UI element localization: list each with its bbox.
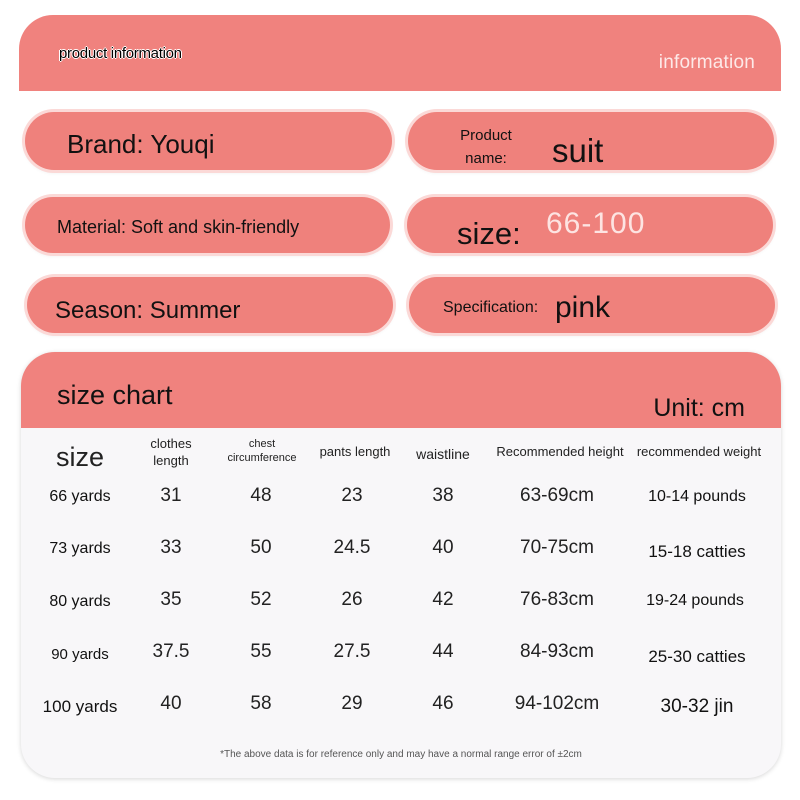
row-73-height: 70-75cm [520, 537, 594, 558]
product-name-label-line2: name: [465, 150, 507, 167]
specification-label: Specification: [443, 299, 539, 316]
column-header-line: circumference [227, 452, 297, 465]
disclaimer-note: *The above data is for reference only and may have a normal range error of ±2cm [220, 749, 582, 760]
row-66-weight: 10-14 pounds [648, 488, 746, 505]
column-header-size-text: size [55, 442, 104, 472]
row-66-size: 66 yards [49, 488, 111, 505]
row-73-size: 73 yards [49, 540, 111, 557]
material-text: Material: Soft and skin-friendly [57, 217, 300, 237]
row-100-chest: 58 [250, 693, 272, 714]
row-90-size: 90 yards [51, 646, 109, 663]
row-73-weight: 15-18 catties [648, 542, 746, 561]
row-90-weight: 25-30 catties [648, 647, 746, 666]
brand-pill [25, 112, 392, 170]
row-100-size: 100 yards [42, 697, 118, 716]
row-66-waistline: 38 [432, 485, 454, 506]
column-header-recommended-height [490, 444, 630, 461]
column-header-line: pants length [319, 444, 391, 459]
row-100-waistline: 46 [432, 693, 454, 714]
product-name-pill [408, 112, 774, 170]
row-100-pants-length: 29 [341, 693, 363, 714]
row-80-clothes-length: 35 [160, 589, 182, 610]
row-66-clothes-length: 31 [160, 485, 182, 506]
size-chart-header [21, 352, 781, 428]
row-66-chest: 48 [250, 485, 272, 506]
row-90-chest: 55 [250, 641, 272, 662]
size-value: 66-100 [546, 207, 646, 240]
column-header-waistline [393, 445, 493, 463]
column-header-recommended-weight [627, 444, 771, 461]
column-header-line: chest [248, 438, 276, 450]
column-header-line: recommended weight [636, 444, 762, 459]
row-73-chest: 50 [250, 537, 272, 558]
row-80-weight: 19-24 pounds [646, 592, 744, 609]
product-name-label-line1: Product [460, 127, 512, 144]
row-80-height: 76-83cm [520, 589, 594, 610]
row-73-pants-length: 24.5 [333, 537, 371, 558]
row-66-pants-length: 23 [341, 485, 363, 506]
row-100-height: 94-102cm [514, 693, 600, 714]
row-80-waistline: 42 [432, 589, 454, 610]
brand-text: Brand: Youqi [67, 129, 215, 159]
size-chart-card [21, 352, 781, 778]
specification-pill [409, 277, 775, 333]
row-80-pants-length: 26 [341, 589, 363, 610]
product-name-value: suit [552, 132, 604, 169]
material-pill [25, 197, 390, 253]
column-header-line: Recommended height [496, 444, 624, 459]
season-pill [27, 277, 393, 333]
unit-label: Unit: cm [653, 394, 745, 422]
column-header-line: length [153, 452, 189, 468]
row-90-height: 84-93cm [520, 641, 594, 662]
row-90-clothes-length: 37.5 [152, 641, 190, 662]
row-80-size: 80 yards [49, 593, 111, 610]
size-label: size: [457, 216, 521, 251]
column-header-clothes-length [121, 436, 221, 470]
row-66-height: 63-69cm [520, 485, 594, 506]
row-100-weight: 30-32 jin [660, 696, 734, 717]
row-73-waistline: 40 [432, 537, 454, 558]
row-100-clothes-length: 40 [160, 693, 182, 714]
row-90-waistline: 44 [432, 641, 454, 662]
column-header-line: clothes [150, 436, 192, 451]
column-header-line: waistline [416, 446, 470, 462]
season-text: Season: Summer [55, 297, 241, 324]
size-pill [407, 197, 773, 253]
size-chart-title: size chart [57, 380, 173, 410]
row-73-clothes-length: 33 [160, 537, 182, 558]
column-header-size [30, 440, 130, 475]
row-90-pants-length: 27.5 [333, 641, 371, 662]
row-80-chest: 52 [250, 589, 272, 610]
banner-subtitle: information [658, 52, 755, 73]
banner-title: product information [59, 45, 182, 62]
product-information-banner [19, 15, 781, 91]
specification-value: pink [555, 291, 611, 324]
